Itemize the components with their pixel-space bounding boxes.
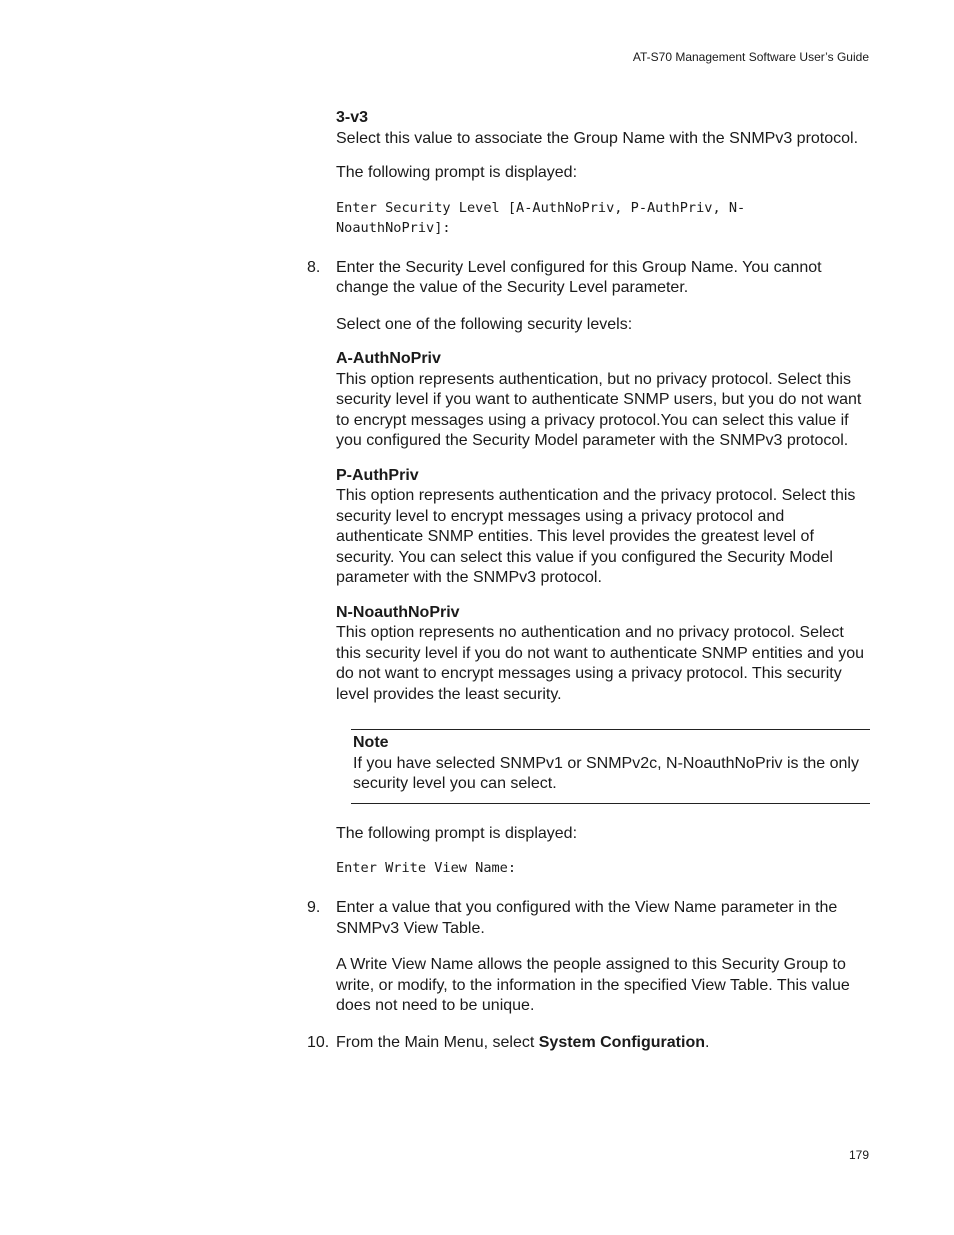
write-view-prompt: Enter Write View Name: (336, 860, 517, 876)
term-a-authnopriv: A-AuthNoPriv (336, 350, 441, 367)
running-header: AT-S70 Management Software User’s Guide (632, 50, 869, 64)
step-10 (307, 1033, 870, 1054)
page-number: 179 (848, 1148, 869, 1162)
step-number: 10. (307, 1033, 330, 1051)
term-a-authnopriv-description: This option represents authentication, but no privacy protocol. Select this security level if you want to authenticate SNMP users, but you do not want to encrypt messages using a privacy protocol.You can select this value if you configured the Security Model parameter with the SNMPv3 protocol. (336, 370, 862, 449)
security-level-prompt (336, 198, 870, 238)
term-p-authpriv-description: This option represents authentication and the privacy protocol. Select this security level to encrypt messages using a privacy protocol and authenticate SNMP entities. This level provides the greatest level of security. You can select this value if you configured the Security Model parameter with the SNMPv3 protocol. (336, 487, 856, 586)
step-8 (307, 258, 870, 299)
term-n-noauthnopriv-description: This option represents no authentication and no privacy protocol. Select this security level if you do not want to authenticate SNMP entities and you do not want to encrypt messages using a privacy protocol. This security level provides the least security. (336, 624, 864, 703)
step-text (336, 1033, 870, 1054)
term-3-v3: 3-v3 (336, 109, 369, 126)
prompt-intro: The following prompt is displayed: (336, 164, 578, 181)
step-text: Enter a value that you configured with the View Name parameter in the SNMPv3 View Table. (336, 899, 838, 937)
select-intro: Select one of the following security levels: (336, 315, 633, 333)
note-text: If you have selected SNMPv1 or SNMPv2c, N-NoauthNoPriv is the only security level you can select. (353, 754, 859, 792)
step-text-end: . (704, 1033, 710, 1051)
prompt-line: NoauthNoPriv]: (336, 219, 451, 236)
write-view-description: A Write View Name allows the people assigned to this Security Group to write, or modify, to the information in the specified View Table. This value does not need to be unique. (336, 956, 850, 1014)
step-9 (307, 898, 870, 939)
term-3-v3-description: Select this value to associate the Group Name with the SNMPv3 protocol. (336, 129, 859, 147)
term-n-noauthnopriv: N-NoauthNoPriv (336, 603, 460, 621)
page-content (307, 108, 870, 1053)
menu-option-system-configuration: System Configuration (538, 1033, 705, 1051)
prompt-intro: The following prompt is displayed: (336, 824, 578, 842)
step-number: 8. (307, 258, 321, 276)
step-number: 9. (307, 899, 321, 916)
step-text-lead: From the Main Menu, select (336, 1033, 539, 1051)
term-p-authpriv: P-AuthPriv (336, 466, 419, 484)
note-heading: Note (353, 734, 389, 751)
step-text: Enter the Security Level configured for this Group Name. You cannot change the value of the Security Level parameter. (336, 258, 822, 296)
note-box (351, 729, 870, 804)
prompt-line: Enter Security Level [A-AuthNoPriv, P-AuthPriv, N- (336, 199, 746, 216)
